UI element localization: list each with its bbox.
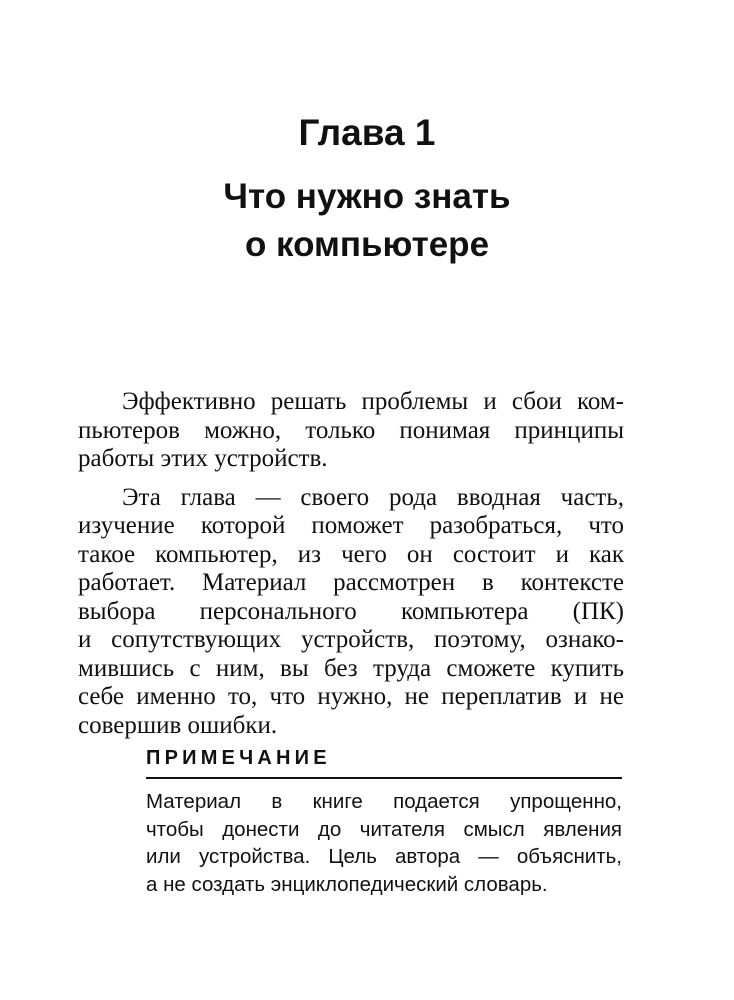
text-line: выбора персонального компьютера (ПК) — [78, 597, 624, 625]
text-line: и сопутствующих устройств, поэтому, ознако- — [78, 626, 624, 653]
text-line: Эта глава — своего рода вводная часть, — [122, 483, 624, 511]
text-line: совершив ошибки. — [78, 711, 278, 739]
text-line: работает. Материал рассмотрен в контексте — [78, 569, 624, 596]
text-line: работы этих устройств. — [78, 445, 328, 472]
chapter-title-line: о компьютере — [244, 225, 490, 264]
note-heading: ПРИМЕЧАНИЕ — [146, 745, 622, 779]
text-line: изучение которой поможет разобраться, что — [78, 512, 624, 539]
text-line: себе именно то, что нужно, не переплатив и не — [78, 683, 624, 710]
text-line: Эффективно решать проблемы и сбои ком- — [122, 388, 624, 415]
note-line: Материал в книге подается упрощенно, — [146, 790, 622, 813]
note-line: или устройства. Цель автора — объяснить, — [146, 845, 622, 868]
text-line: пьютеров можно, только понимая принципы — [78, 416, 624, 444]
text-line: такое компьютер, из чего он состоит и как — [78, 540, 624, 568]
chapter-title — [0, 173, 734, 269]
note-line: а не создать энциклопедический словарь. — [146, 872, 548, 896]
paragraph — [78, 484, 624, 741]
note-line: чтобы донести до читателя смысл явления — [146, 817, 622, 841]
body-text — [78, 388, 624, 750]
note-body — [146, 788, 622, 898]
chapter-number: Глава 1 — [298, 112, 436, 153]
text-line: мившись с ним, вы без труда сможете купить — [78, 654, 624, 682]
chapter-title-line: Что нужно знать — [223, 177, 511, 216]
note-box — [146, 745, 622, 898]
paragraph — [78, 388, 624, 474]
